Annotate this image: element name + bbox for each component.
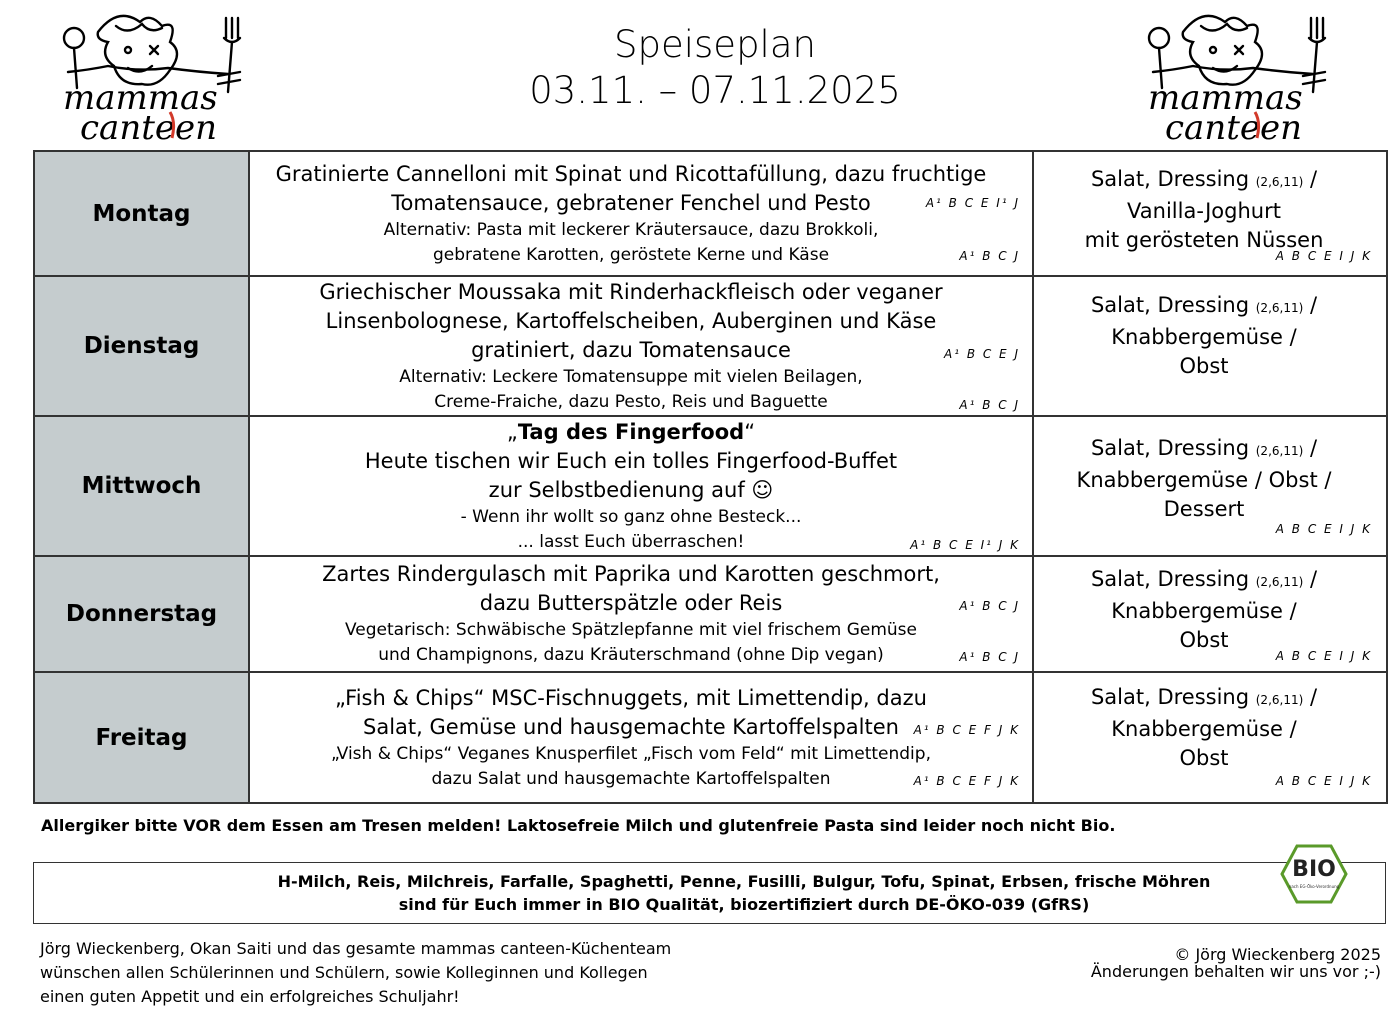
svg-text:BIO: BIO (1292, 857, 1336, 882)
menu-row-montag (34, 151, 1387, 276)
svg-text:mammas: mammas (63, 78, 218, 118)
main-dish-line: Gratinierte Cannelloni mit Spinat und Ricottafüllung, dazu fruchtige (275, 161, 987, 186)
side-line: Obst (1179, 354, 1229, 378)
alt-allergens: A¹ B C J (959, 650, 1020, 664)
side-salad: Salat, Dressing (1090, 684, 1250, 709)
menu-row-donnerstag (34, 556, 1387, 672)
main-dish-line: Salat, Gemüse und hausgemachte Kartoffelspalten (363, 714, 899, 739)
alt-dish-line: Creme-Fraiche, dazu Pesto, Reis und Baguette (434, 391, 828, 412)
main-dish-cell (249, 276, 1033, 416)
bio-line-2: sind für Euch immer in BIO Qualität, biozertifiziert durch DE-ÖKO-039 (GfRS) (398, 895, 1090, 914)
alt-dish-line: „Vish & Chips“ Veganes Knusperfilet „Fisch vom Feld“ mit Limettendip, (331, 743, 931, 764)
main-dish-cell (249, 151, 1033, 276)
main-dish-line: Heute tischen wir Euch ein tolles Fingerfood-Buffet (364, 448, 898, 473)
bio-seal-icon (1280, 844, 1348, 904)
page-title (460, 22, 970, 114)
side-line: Salat, Dressing (2,6,11) / (1090, 166, 1318, 191)
side-line: Knabbergemüse / Obst / (1076, 468, 1332, 492)
day-label: Donnerstag (34, 556, 249, 672)
alt-dish-line: Alternativ: Pasta mit leckerer Kräutersauce, dazu Brokkoli, (383, 219, 879, 240)
side-cell (1033, 672, 1387, 803)
alt-allergens: A¹ B C E F J K (913, 774, 1020, 788)
fingerfood-day-title: Tag des Fingerfood (517, 419, 745, 444)
main-dish-line: Tomatensauce, gebratener Fenchel und Pesto (391, 190, 871, 215)
footer-greeting (40, 937, 671, 1009)
alt-allergens: A¹ B C J (959, 398, 1020, 412)
side-salad: Salat, Dressing (1090, 567, 1250, 591)
side-codes: (2,6,11) (1255, 692, 1304, 707)
alt-dish-line: - Wenn ihr wollt so ganz ohne Besteck... (460, 506, 802, 527)
main-dish-line: Linsenbolognese, Kartoffelscheiben, Auberginen und Käse (325, 308, 937, 333)
main-allergens: A¹ B C E I¹ J (925, 196, 1020, 210)
allergy-notice: Allergiker bitte VOR dem Essen am Tresen melden! Laktosefreie Milch und glutenfreie Pasta sind leider noch nicht Bio. (41, 816, 1116, 835)
main-dish-line: Zartes Rindergulasch mit Paprika und Karotten geschmort, (322, 562, 940, 586)
side-cell (1033, 416, 1387, 556)
side-salad: Salat, Dressing (1090, 166, 1250, 191)
side-codes: (2,6,11) (1255, 301, 1304, 315)
copyright-block (1091, 946, 1381, 980)
side-allergens: A B C E I J K (1275, 249, 1372, 263)
side-line: Salat, Dressing (2,6,11) / (1090, 684, 1318, 709)
main-dish-cell (249, 556, 1033, 672)
main-dish-line: gratiniert, dazu Tomatensauce (471, 337, 791, 362)
side-codes: (2,6,11) (1255, 575, 1304, 589)
main-allergens: A¹ B C J (959, 599, 1020, 613)
mammas-canteen-logo-left (58, 12, 258, 142)
footer-line: einen guten Appetit und ein erfolgreiches Schuljahr! (40, 987, 460, 1006)
side-line: Obst (1179, 745, 1229, 770)
changes-note: Änderungen behalten wir uns vor ;-) (1090, 962, 1381, 981)
alt-dish-line: dazu Salat und hausgemachte Kartoffelspalten (431, 768, 831, 789)
day-label: Freitag (34, 672, 249, 803)
day-label: Montag (34, 151, 249, 276)
title-dates: 03.11. – 07.11.2025 (529, 69, 901, 112)
side-line: Knabbergemüse / (1111, 716, 1297, 741)
main-dish-cell (249, 672, 1033, 803)
main-dish-headline: „Tag des Fingerfood“ (506, 419, 756, 444)
svg-text:mammas: mammas (1148, 78, 1303, 118)
alt-allergens: A¹ B C E I¹ J K (910, 538, 1020, 552)
main-dish-line: „Fish & Chips“ MSC-Fischnuggets, mit Limettendip, dazu (335, 685, 927, 710)
side-line: Knabbergemüse / (1111, 325, 1297, 349)
side-line: mit gerösteten Nüssen (1084, 227, 1324, 252)
main-dish-line: Griechischer Moussaka mit Rinderhackfleisch oder veganer (319, 279, 943, 304)
main-allergens: A¹ B C E F J K (913, 723, 1020, 737)
svg-text:canteen: canteen (1165, 108, 1303, 142)
alt-dish-line: gebratene Karotten, geröstete Kerne und Käse (432, 244, 830, 265)
menu-table (33, 150, 1388, 804)
side-line: Knabbergemüse / (1111, 599, 1297, 623)
footer-line: Jörg Wieckenberg, Okan Saiti und das gesamte mammas canteen-Küchenteam (40, 939, 672, 958)
day-label: Mittwoch (34, 416, 249, 556)
side-allergens: A B C E I J K (1275, 774, 1372, 788)
alt-dish-line: Vegetarisch: Schwäbische Spätzlepfanne mit viel frischem Gemüse (345, 620, 917, 640)
side-cell (1033, 276, 1387, 416)
main-dish-line: dazu Butterspätzle oder Reis (479, 591, 783, 615)
menu-row-dienstag (34, 276, 1387, 416)
side-line: Salat, Dressing (2,6,11) / (1090, 567, 1318, 591)
alt-dish-line: und Champignons, dazu Kräuterschmand (ohne Dip vegan) (378, 645, 884, 665)
day-label: Dienstag (34, 276, 249, 416)
side-line: Salat, Dressing (2,6,11) / (1090, 436, 1318, 460)
chef-logo-icon (1143, 12, 1343, 142)
title-speiseplan: Speiseplan (614, 23, 816, 66)
side-salad: Salat, Dressing (1090, 293, 1250, 317)
menu-row-mittwoch (34, 416, 1387, 556)
side-allergens: A B C E I J K (1275, 522, 1372, 536)
side-cell (1033, 556, 1387, 672)
side-salad: Salat, Dressing (1090, 436, 1250, 460)
side-line: Obst (1179, 628, 1229, 652)
alt-allergens: A¹ B C J (959, 249, 1020, 263)
svg-text:canteen: canteen (80, 108, 218, 142)
mammas-canteen-logo-right (1143, 12, 1343, 142)
side-line: Vanilla-Joghurt (1127, 198, 1281, 223)
main-dish-cell (249, 416, 1033, 556)
side-cell (1033, 151, 1387, 276)
side-allergens: A B C E I J K (1275, 649, 1372, 663)
bio-info-box (33, 862, 1386, 924)
side-line: Salat, Dressing (2,6,11) / (1090, 293, 1318, 317)
alt-dish-line: ... lasst Euch überraschen! (517, 531, 745, 552)
svg-text:nach EG-Öko-Verordnung: nach EG-Öko-Verordnung (1288, 884, 1340, 889)
main-dish-line: zur Selbstbedienung auf ☺ (488, 477, 774, 502)
bio-line-1: H-Milch, Reis, Milchreis, Farfalle, Spaghetti, Penne, Fusilli, Bulgur, Tofu, Spinat, Erbsen, frische Möhren (277, 872, 1211, 891)
alt-dish-line: Alternativ: Leckere Tomatensuppe mit vielen Beilagen, (399, 366, 863, 387)
menu-row-freitag (34, 672, 1387, 803)
side-line: Dessert (1163, 497, 1245, 521)
main-allergens: A¹ B C E J (943, 347, 1020, 361)
copyright: © Jörg Wieckenberg 2025 (1174, 945, 1381, 964)
footer-line: wünschen allen Schülerinnen und Schülern, sowie Kolleginnen und Kollegen (40, 963, 648, 982)
side-codes: (2,6,11) (1255, 174, 1304, 189)
side-codes: (2,6,11) (1255, 444, 1304, 458)
chef-logo-icon (58, 12, 258, 142)
